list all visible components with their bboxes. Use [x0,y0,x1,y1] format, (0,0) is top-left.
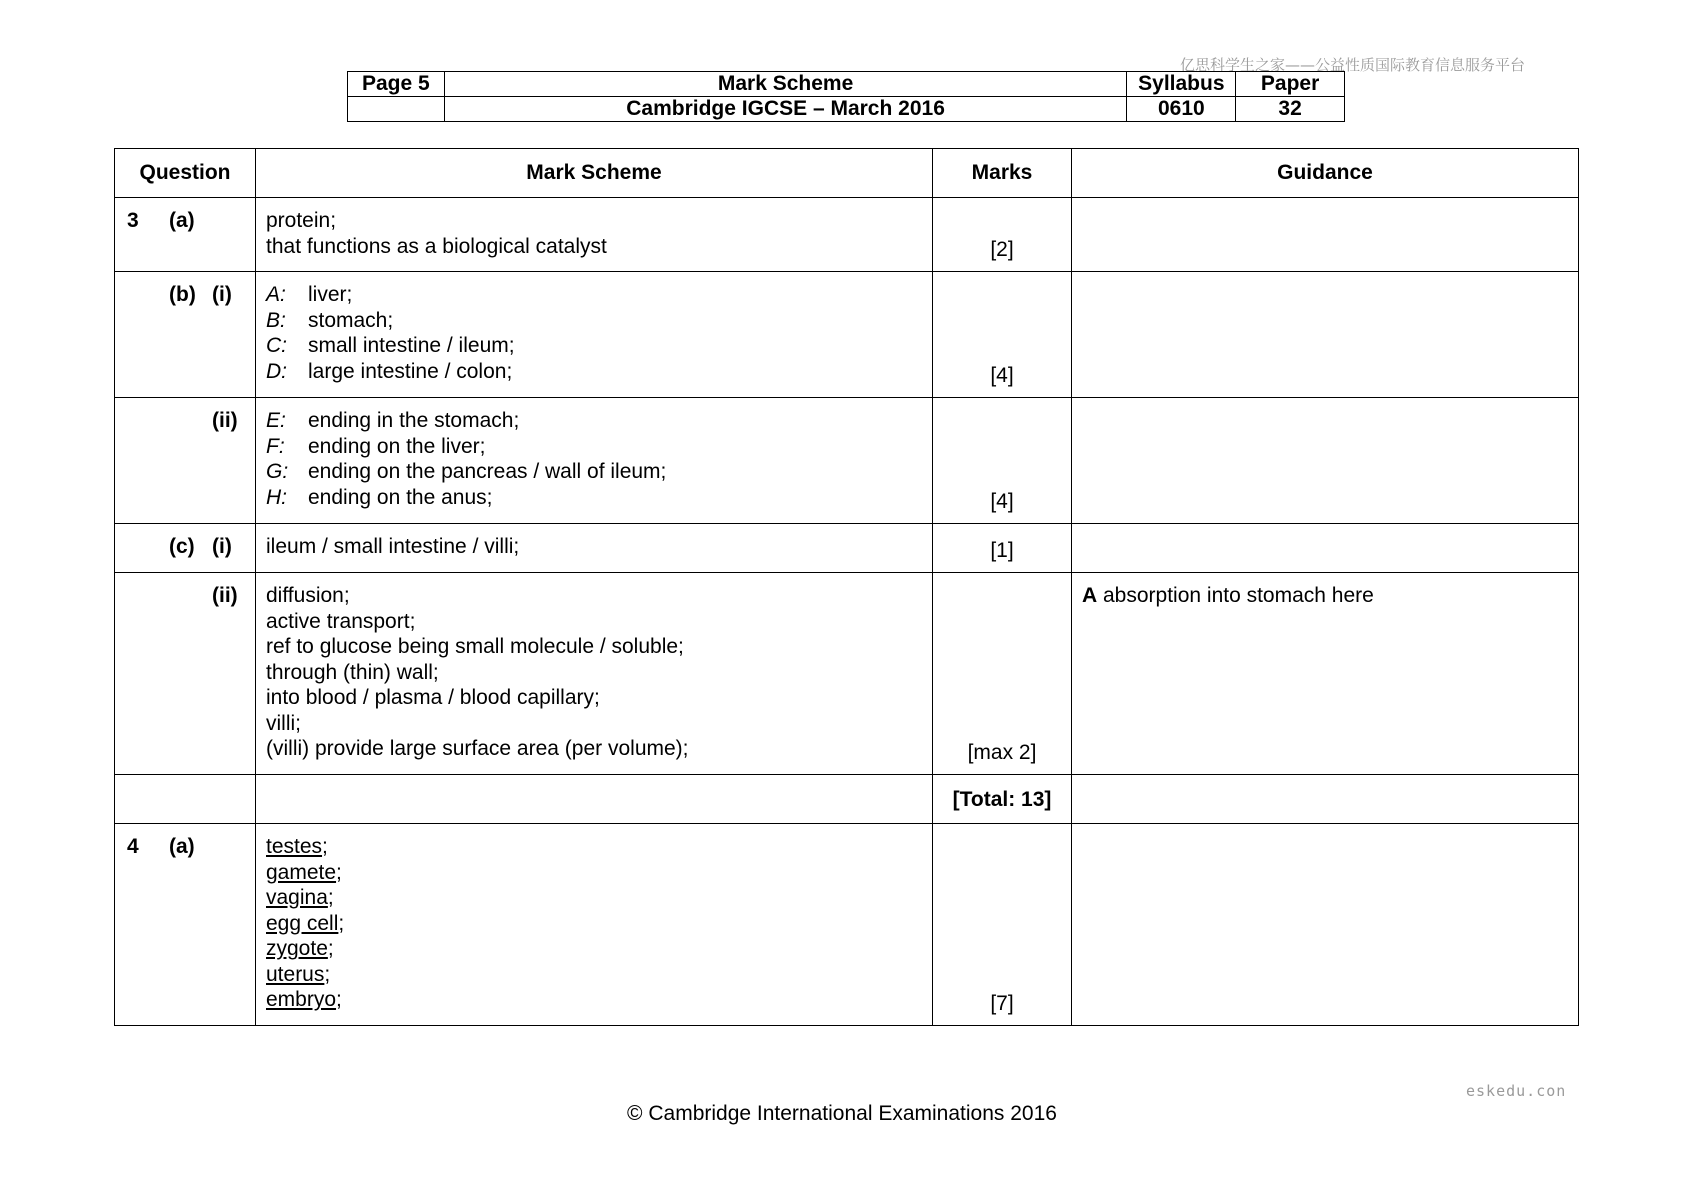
question-cell [115,824,256,1026]
answer-term: uterus [266,962,325,986]
syllabus-value: 0610 [1127,97,1236,122]
paper-value: 32 [1236,97,1345,122]
question-cell [115,524,256,573]
answer-line [266,911,922,937]
column-header-marks: Marks [933,149,1072,198]
answer-line [266,987,922,1013]
answer-label: F: [266,434,285,458]
answer-line [266,308,922,334]
question-part: (a) [169,835,195,858]
total-marks-cell: [Total: 13] [933,775,1072,824]
marks-cell: [max 2] [933,573,1072,775]
answer-term: egg cell [266,911,339,935]
page-number-blank [348,97,445,122]
mark-scheme-cell [256,824,933,1026]
question-part: (b) [169,283,196,306]
mark-scheme-cell [256,398,933,524]
table-row [115,573,1579,775]
answer-line: through (thin) wall; [266,660,439,684]
question-subpart: (ii) [212,409,238,432]
answer-label: D: [266,359,287,383]
answer-line: that functions as a biological catalyst [266,234,607,258]
guidance-cell [1072,524,1579,573]
marks-cell: [4] [933,272,1072,398]
answer-term: zygote [266,937,328,960]
answer-line: (villi) provide large surface area (per volume); [266,737,689,760]
answer-line: ref to glucose being small molecule / soluble; [266,635,684,658]
answer-text: liver; [308,283,353,306]
question-number: 4 [127,835,139,858]
answer-label: B: [266,308,286,332]
answer-line [266,408,922,434]
mark-scheme-cell [256,573,933,775]
marks-cell: [7] [933,824,1072,1026]
guidance-text: absorption into stomach here [1097,584,1374,607]
answer-text: ending on the anus; [308,485,493,509]
answer-line [266,359,922,385]
table-row [115,398,1579,524]
guidance-cell [1072,775,1579,824]
mark-scheme-cell [256,524,933,573]
header-table [347,71,1345,122]
guidance-cell [1072,824,1579,1026]
question-cell [115,198,256,272]
answer-text: large intestine / colon; [308,359,513,383]
answer-separator: ; [324,962,331,986]
marks-cell: [1] [933,524,1072,573]
answer-term: vagina [266,886,328,909]
syllabus-label: Syllabus [1127,72,1236,97]
answer-text: ending on the liver; [308,434,486,458]
question-subpart: (ii) [212,584,238,607]
answer-separator: ; [322,835,328,858]
question-part: (a) [169,209,195,232]
table-row-total [115,775,1579,824]
answer-line: into blood / plasma / blood capillary; [266,686,600,709]
answer-line [266,860,922,886]
column-header-mark-scheme: Mark Scheme [256,149,933,198]
question-number: 3 [127,209,139,232]
answer-term: testes [266,835,323,858]
table-header-row [115,149,1579,198]
answer-line [266,962,922,988]
answer-line: diffusion; [266,584,350,607]
marks-cell: [2] [933,198,1072,272]
answer-separator: ; [338,911,345,935]
answer-line [266,333,922,359]
answer-line: ileum / small intestine / villi; [266,535,520,558]
answer-text: ending in the stomach; [308,409,520,432]
question-cell [115,398,256,524]
mark-scheme-table [114,148,1579,1026]
question-cell [115,775,256,824]
document-title: Mark Scheme [444,72,1127,97]
question-cell [115,272,256,398]
answer-line: villi; [266,711,301,735]
answer-line [266,459,922,485]
answer-separator: ; [327,886,334,909]
answer-label: G: [266,460,289,483]
answer-line: protein; [266,209,337,232]
answer-line [266,834,922,860]
paper-label: Paper [1236,72,1345,97]
table-row [115,824,1579,1026]
marks-cell: [4] [933,398,1072,524]
table-row [115,524,1579,573]
mark-scheme-cell [256,272,933,398]
answer-separator: ; [336,988,342,1011]
watermark-top: 亿思科学生之家——公益性质国际教育信息服务平台 [1180,56,1526,74]
mark-scheme-cell [256,775,933,824]
column-header-question: Question [115,149,256,198]
answer-separator: ; [336,860,342,884]
answer-line [266,885,922,911]
column-header-guidance: Guidance [1072,149,1579,198]
answer-separator: ; [327,937,334,960]
answer-text: stomach; [308,308,394,332]
table-row [115,272,1579,398]
answer-term: embryo [266,988,337,1011]
answer-term: gamete [266,860,337,884]
answer-label: A: [266,283,286,306]
answer-line [266,282,922,308]
answer-line [266,434,922,460]
question-part: (c) [169,535,195,558]
mark-scheme-cell [256,198,933,272]
question-subpart: (i) [212,283,232,306]
watermark-bottom: eskedu.con [1466,1082,1567,1100]
answer-text: ending on the pancreas / wall of ileum; [308,460,667,483]
answer-line [266,936,922,962]
question-cell [115,573,256,775]
page-number: Page 5 [348,72,445,97]
answer-label: E: [266,409,286,432]
table-row [115,198,1579,272]
answer-label: H: [266,485,287,509]
document-subtitle: Cambridge IGCSE – March 2016 [444,97,1127,122]
answer-line [266,485,922,511]
guidance-accept-marker: A [1082,584,1098,607]
copyright-footer: © Cambridge International Examinations 2016 [627,1102,1057,1125]
answer-line: active transport; [266,609,416,633]
guidance-cell [1072,198,1579,272]
answer-label: C: [266,334,287,357]
guidance-cell [1072,573,1579,775]
guidance-cell [1072,272,1579,398]
question-subpart: (i) [212,535,232,558]
answer-text: small intestine / ileum; [308,334,515,357]
guidance-cell [1072,398,1579,524]
